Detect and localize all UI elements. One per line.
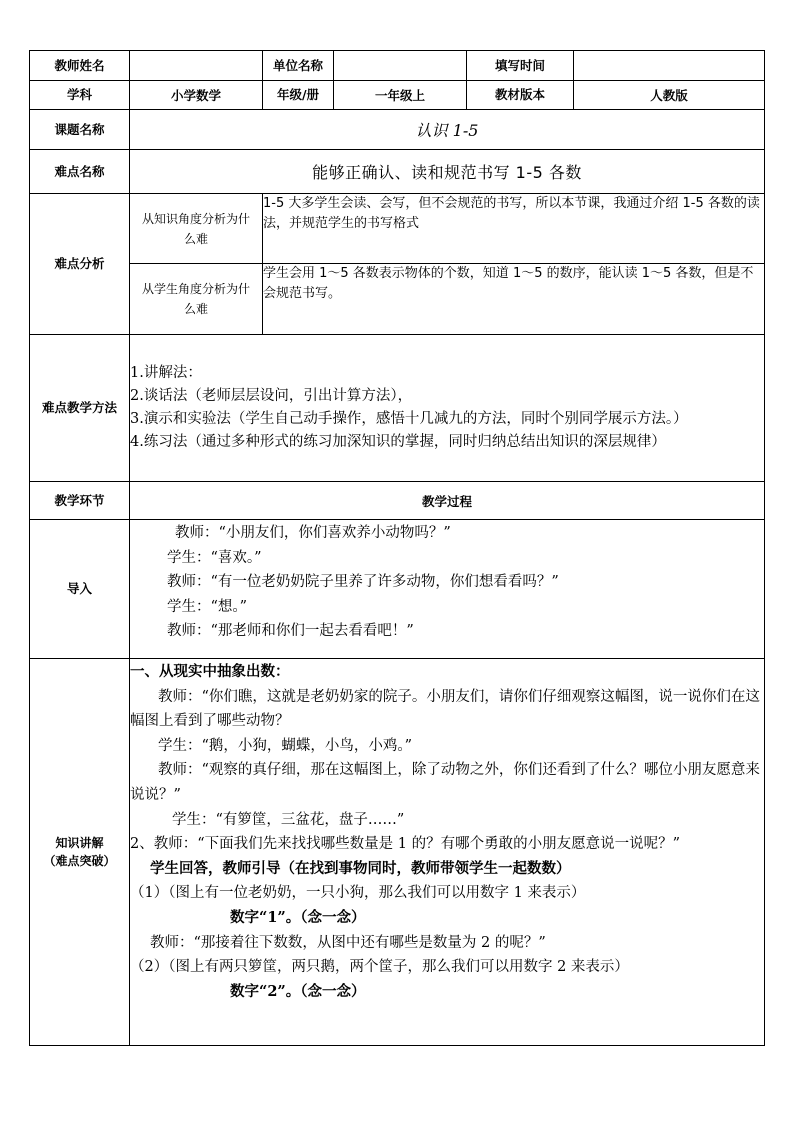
grade-label: 年级/册 [263,81,334,110]
topic-label: 课题名称 [30,110,130,150]
paragraph: 学生：“鹅，小狗，蝴蝶，小鸟，小鸡。” [158,737,413,754]
row-process-header [30,482,765,520]
student-angle-text: 学生会用 1～5 各数表示物体的个数，知道 1～5 的数序，能认读 1～5 各数，但是不会规范书写。 [263,264,765,335]
paragraph: 教师：“观察的真仔细，那在这幅图上，除了动物之外，你们还看到了什么？哪位小朋友愿意来说说？” [130,762,760,803]
knowledge-angle-label: 从知识角度分析为什么难 [130,194,263,264]
dialogue-line: 教师：“有一位老奶奶院子里养了许多动物，你们想看看吗？” [167,574,559,590]
date-label: 填写时间 [467,51,574,81]
paragraph: （1）（图上有一位老奶奶，一只小狗，那么我们可以用数字 1 来表示） [130,885,586,902]
dialogue-line: 学生：“喜欢。” [167,549,262,566]
topic-value: 认识 1-5 [130,110,765,150]
row-methods [30,335,765,482]
edition-label: 教材版本 [467,81,574,110]
student-angle-label: 从学生角度分析为什么难 [130,264,263,335]
stage-header: 教学环节 [30,482,130,520]
intro-dialogue [130,520,765,659]
subject-label: 学科 [30,81,130,110]
difficulty-value: 能够正确认、读和规范书写 1-5 各数 [130,150,765,194]
row-topic [30,110,765,150]
row-intro [30,520,765,659]
grade-value: 一年级上 [334,81,467,110]
section-heading: 一、从现实中抽象出数： [130,663,290,680]
row-subject-info [30,81,765,110]
knowledge-angle-text: 1-5 大多学生会读、会写，但不会规范的书写，所以本节课，我通过介绍 1-5 各数的读法，并规范学生的书写格式 [263,194,765,264]
subject-value: 小学数学 [130,81,263,110]
process-header: 教学过程 [130,482,765,520]
row-analysis-knowledge [30,194,765,264]
intro-label: 导入 [30,520,130,659]
method-item: 4.练习法（通过多种形式的练习加深知识的掌握，同时归纳总结出知识的深层规律） [130,434,666,450]
difficulty-label: 难点名称 [30,150,130,194]
paragraph: （2）（图上有两只箩筐，两只鹅，两个筐子，那么我们可以用数字 2 来表示） [130,959,629,976]
knowledge-content [130,659,765,1046]
unit-value [334,51,467,81]
lesson-plan-table [29,50,765,1046]
methods-label: 难点教学方法 [30,335,130,482]
methods-list [130,335,765,482]
paragraph: 学生回答，教师引导（在找到事物同时，教师带领学生一起数数） [150,859,571,877]
row-teacher-info [30,51,765,81]
paragraph: 2、教师：“下面我们先来找找哪些数量是 1 的？有哪个勇敢的小朋友愿意说一说呢？” [130,836,680,853]
edition-value: 人教版 [574,81,765,110]
dialogue-line: 教师：“小朋友们，你们喜欢养小动物吗？” [175,525,451,541]
unit-label: 单位名称 [263,51,334,81]
row-knowledge [30,659,765,1046]
method-item: 2.谈话法（老师层层设问，引出计算方法）， [130,388,413,404]
knowledge-label: 知识讲解 [55,836,104,850]
dialogue-line: 教师：“那老师和你们一起去看看吧！” [167,623,414,639]
paragraph: 学生：“有箩筐，三盆花，盘子……” [172,811,405,828]
knowledge-sublabel: （难点突破） [43,854,116,868]
date-value [574,51,765,81]
method-item: 1.讲解法： [130,365,202,381]
dialogue-line: 学生：“想。” [167,598,248,615]
paragraph: 教师：“你们瞧，这就是老奶奶家的院子。小朋友们，请你们仔细观察这幅图，说一说你们在这幅图上看到了哪些动物？ [130,688,760,730]
paragraph: 教师：“那接着往下数数，从图中还有哪些是数量为 2 的呢？” [150,934,546,951]
paragraph: 数字“2”。（念一念） [230,982,366,1000]
teacher-name-value [130,51,263,81]
teacher-name-label: 教师姓名 [30,51,130,81]
row-analysis-student [30,264,765,335]
knowledge-label-cell [30,659,130,1046]
method-item: 3.演示和实验法（学生自己动手操作，感悟十几减九的方法，同时个别同学展示方法。） [130,411,688,427]
row-difficulty [30,150,765,194]
paragraph: 数字“1”。（念一念） [230,908,366,926]
analysis-label: 难点分析 [30,194,130,335]
